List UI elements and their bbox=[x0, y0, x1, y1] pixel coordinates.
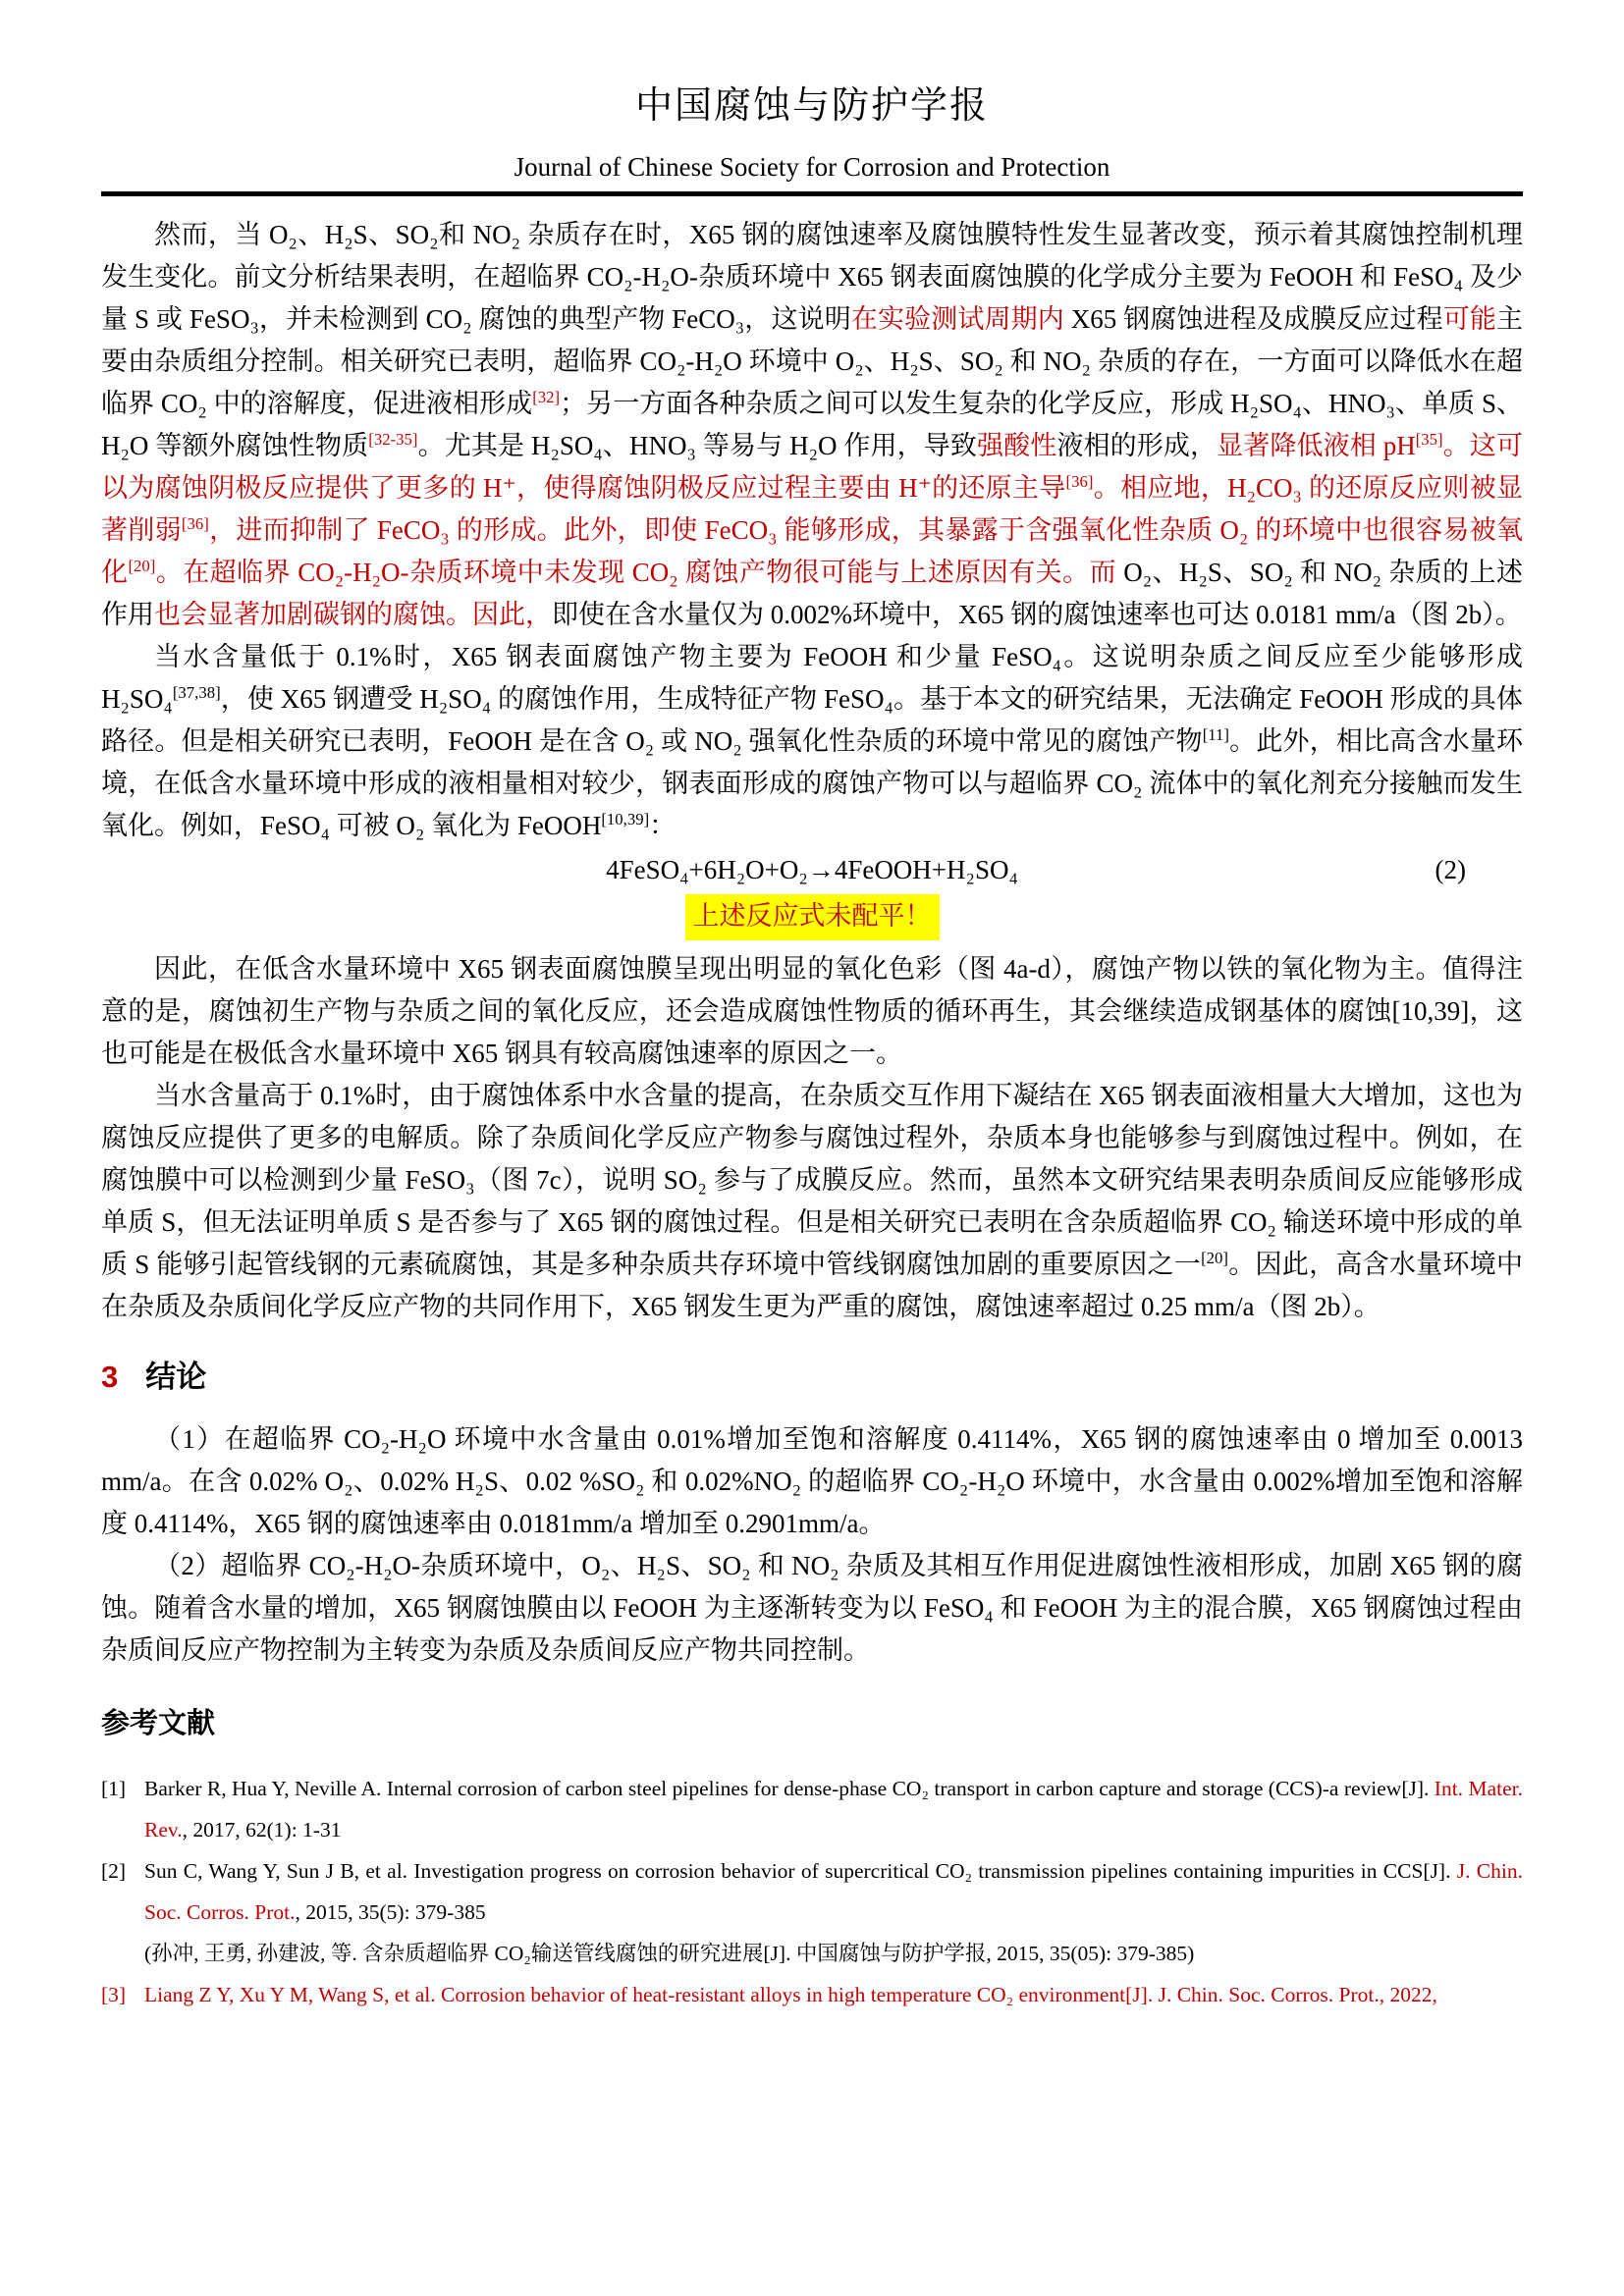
reference-text bbox=[144, 1850, 1523, 1974]
paragraph-oxidation-color bbox=[101, 948, 1523, 1075]
reference-2 bbox=[101, 1850, 1523, 1974]
section-number: 3 bbox=[101, 1360, 119, 1394]
text-run: 。在超临界 CO₂-H₂O-杂质环境中未发现 CO₂ 腐蚀产物很可能与上述原因有关。而 bbox=[155, 558, 1124, 587]
text-run: 当水含量低于 0.1%时，X65 钢表面腐蚀产物主要为 FeOOH 和少量 FeSO₄。这说明杂质之间反应至少能够形成 H₂SO₄ bbox=[101, 642, 1523, 714]
reference-line bbox=[144, 1850, 1523, 1933]
section-title: 结论 bbox=[145, 1360, 207, 1394]
section-3-heading bbox=[101, 1358, 1523, 1397]
text-run: , 2017, 62(1): 1-31 bbox=[182, 1818, 342, 1842]
conclusion-2 bbox=[101, 1545, 1523, 1672]
paragraph-high-water-content bbox=[101, 1075, 1523, 1328]
text-run: 可能 bbox=[1442, 304, 1497, 334]
text-run: ，使 X65 钢遭受 H₂SO₄ 的腐蚀作用，生成特征产物 FeSO₄。基于本文的研究结果，无法确定 FeOOH 形成的具体路径。但是相关研究已表明，FeOOH 是在含 O₂ 或 NO₂ 强氧化性杂质的环境中常见的腐蚀产物 bbox=[101, 684, 1523, 756]
reference-number: [2] bbox=[101, 1859, 127, 1883]
text-run: 也会显著加剧碳钢的腐蚀。因此， bbox=[154, 600, 552, 629]
citation-superscript: [11] bbox=[1202, 725, 1229, 744]
text-run: Int. Mater. Rev. bbox=[144, 1777, 1523, 1842]
text-run: 即使在含水量仅为 0.002%环境中，X65 钢的腐蚀速率也可达 0.0181 mm/a（图 2b）。 bbox=[552, 600, 1522, 629]
citation-superscript: [36] bbox=[1065, 472, 1094, 491]
header-rule bbox=[101, 191, 1523, 196]
citation-superscript: [20] bbox=[128, 557, 156, 575]
citation-superscript: [37,38] bbox=[172, 683, 221, 702]
text-run: 显著降低液相 pH bbox=[1217, 431, 1416, 460]
citation-superscript: [36] bbox=[181, 514, 209, 533]
page-content bbox=[101, 0, 1523, 2015]
citation-superscript: [35] bbox=[1415, 430, 1443, 449]
references-heading: 参考文献 bbox=[101, 1708, 216, 1739]
text-run: 。因此，高含水量环境中在杂质及杂质间化学反应产物的共同作用下，X65 钢发生更为严重的腐蚀，腐蚀速率超过 0.25 mm/a（图 2b）。 bbox=[101, 1250, 1524, 1321]
journal-title-chinese: 中国腐蚀与防护学报 bbox=[634, 85, 989, 127]
reference-text bbox=[144, 1974, 1523, 2015]
text-run: ，进而抑制了 FeCO₃ 的形成。此外，即使 FeCO₃ 能够形成，其暴露于含强氧化性杂质 O₂ 的环境中也很容易被氧化 bbox=[101, 515, 1523, 587]
paragraph-low-water-content bbox=[101, 636, 1523, 847]
text-run: （2）超临界 CO₂-H₂O-杂质环境中，O₂、H₂S、SO₂ 和 NO₂ 杂质及其相互作用促进腐蚀性液相形成，加剧 X65 钢的腐蚀。随着含水量的增加，X65 钢腐蚀膜由以 FeOOH 为主逐渐转变为以 FeSO₄ 和 FeOOH 为主的混合膜，X65 钢腐蚀过程由杂质间反应产物控制为主转变为杂质及杂质间反应产物共同控制。 bbox=[101, 1551, 1523, 1665]
text-run: J. Chin. Soc. Corros. Prot. bbox=[144, 1859, 1523, 1924]
reference-line bbox=[144, 1974, 1523, 2015]
text-run: Barker R, Hua Y, Neville A. Internal corrosion of carbon steel pipelines for dense-phase CO₂ transport in carbon capture and storage (CCS)-a review[J]. bbox=[144, 1777, 1435, 1800]
citation-superscript: [32-35] bbox=[368, 430, 418, 449]
text-run: 。尤其是 H₂SO₄、HNO₃ 等易与 H₂O 作用，导致 bbox=[417, 431, 977, 460]
highlighted-note-text: 上述反应式未配平！ bbox=[685, 894, 940, 940]
document-body bbox=[101, 214, 1523, 2015]
text-run: ；另一方面各种杂质之间可以发生复杂的化学反应，形成 H₂SO₄、HNO₃、单质 S、H₂O 等额外腐蚀性物质 bbox=[101, 389, 1524, 460]
text-run: ： bbox=[649, 811, 677, 840]
reviewer-note-unbalanced-equation bbox=[101, 894, 1523, 940]
text-run: （1）在超临界 CO₂-H₂O 环境中水含量由 0.01%增加至饱和溶解度 0.4114%，X65 钢的腐蚀速率由 0 增加至 0.0013 mm/a。在含 0.02% O₂、0.02% H₂S、0.02 %SO₂ 和 0.02%NO₂ 的超临界 CO₂-H₂O 环境中，水含量由 0.002%增加至饱和溶解度 0.4114%，X65 钢的腐蚀速率由 0.0181mm/a 增加至 0.2901mm/a。 bbox=[101, 1424, 1523, 1538]
equation-2 bbox=[101, 849, 1523, 891]
text-run: Liang Z Y, Xu Y M, Wang S, et al. Corrosion behavior of heat-resistant alloys in high temperature CO₂ environment[J]. J. Chin. Soc. Corros. Prot., 2022, bbox=[144, 1983, 1437, 2006]
text-run: O₂、H₂S、SO₂ 和 NO₂ 杂质的上述作用 bbox=[101, 558, 1524, 629]
reference-1 bbox=[101, 1768, 1523, 1850]
reference-number: [1] bbox=[101, 1777, 127, 1800]
text-run: 。相应地，H₂CO₃ 的还原反应则被显著削弱 bbox=[101, 473, 1523, 545]
text-run: 然而，当 O₂、H₂S、SO₂和 NO₂ 杂质存在时，X65 钢的腐蚀速率及腐蚀膜特性发生显著改变，预示着其腐蚀控制机理发生变化。前文分析结果表明，在超临界 CO₂-H₂O-杂质环境中 X65 钢表面腐蚀膜的化学成分主要为 FeOOH 和 FeSO₄ 及少量 S 或 FeSO₃，并未检测到 CO₂ 腐蚀的典型产物 FeCO₃，这说明 bbox=[101, 220, 1523, 334]
citation-superscript: [10,39] bbox=[601, 810, 650, 828]
journal-title-english: Journal of Chinese Society for Corrosion and Protection bbox=[514, 152, 1110, 182]
reference-number: [3] bbox=[101, 1983, 127, 2006]
paragraph-impurity-effect bbox=[101, 214, 1523, 636]
text-run: , 2015, 35(5): 379-385 bbox=[295, 1900, 486, 1924]
reference-text bbox=[144, 1768, 1523, 1850]
text-run: 。此外，相比高含水量环境，在低含水量环境中形成的液相量相对较少，钢表面形成的腐蚀产物可以与超临界 CO₂ 流体中的氧化剂充分接触而发生氧化。例如，FeSO₄ 可被 O₂ 氧化为 FeOOH bbox=[101, 726, 1523, 840]
text-run: 在实验测试周期内 bbox=[850, 304, 1064, 334]
text-run: (孙冲, 王勇, 孙建波, 等. 含杂质超临界 CO₂输送管线腐蚀的研究进展[J]. 中国腐蚀与防护学报, 2015, 35(05): 379-385) bbox=[144, 1942, 1195, 1965]
text-run: 强酸性 bbox=[976, 431, 1057, 460]
text-run: 。这可以为腐蚀阴极反应提供了更多的 H⁺，使得腐蚀阴极反应过程主要由 H⁺的还原主导 bbox=[101, 431, 1523, 503]
reference-3 bbox=[101, 1974, 1523, 2015]
text-run: Sun C, Wang Y, Sun J B, et al. Investigation progress on corrosion behavior of supercritical CO₂ transmission pipelines containing impurities in CCS[J]. bbox=[144, 1859, 1457, 1883]
reference-line bbox=[144, 1768, 1523, 1850]
equation-formula: 4FeSO₄+6H₂O+O₂→4FeOOH+H₂SO₄ bbox=[606, 855, 1018, 884]
text-run: 因此，在低含水量环境中 X65 钢表面腐蚀膜呈现出明显的氧化色彩（图 4a-d），腐蚀产物以铁的氧化物为主。值得注意的是，腐蚀初生产物与杂质之间的氧化反应，还会造成腐蚀性物质的循环再生，其会继续造成钢基体的腐蚀[10,39]，这也可能是在极低含水量环境中 X65 钢具有较高腐蚀速率的原因之一。 bbox=[101, 954, 1523, 1068]
text-run: 当水含量高于 0.1%时，由于腐蚀体系中水含量的提高，在杂质交互作用下凝结在 X65 钢表面液相量大大增加，这也为腐蚀反应提供了更多的电解质。除了杂质间化学反应产物参与腐蚀过程外，杂质本身也能够参与到腐蚀过程中。例如，在腐蚀膜中可以检测到少量 FeSO₃（图 7c），说明 SO₂ 参与了成膜反应。然而，虽然本文研究结果表明杂质间反应能够形成单质 S，但无法证明单质 S 是否参与了 X65 钢的腐蚀过程。但是相关研究已表明在含杂质超临界 CO₂ 输送环境中形成的单质 S 能够引起管线钢的元素硫腐蚀，其是多种杂质共存环境中管线钢腐蚀加剧的重要原因之一 bbox=[101, 1081, 1523, 1279]
conclusion-1 bbox=[101, 1418, 1523, 1545]
text-run: X65 钢腐蚀进程及成膜反应过程 bbox=[1063, 304, 1443, 334]
text-run: 液相的形成， bbox=[1056, 431, 1218, 460]
citation-superscript: [32] bbox=[532, 388, 561, 406]
equation-number: (2) bbox=[1435, 855, 1466, 884]
reference-line bbox=[144, 1933, 1523, 1974]
citation-superscript: [20] bbox=[1201, 1249, 1228, 1267]
text-run: 主要由杂质组分控制。相关研究已表明，超临界 CO₂-H₂O 环境中 O₂、H₂S、SO₂ 和 NO₂ 杂质的存在，一方面可以降低水在超临界 CO₂ 中的溶解度，促进液相形成 bbox=[101, 304, 1524, 418]
